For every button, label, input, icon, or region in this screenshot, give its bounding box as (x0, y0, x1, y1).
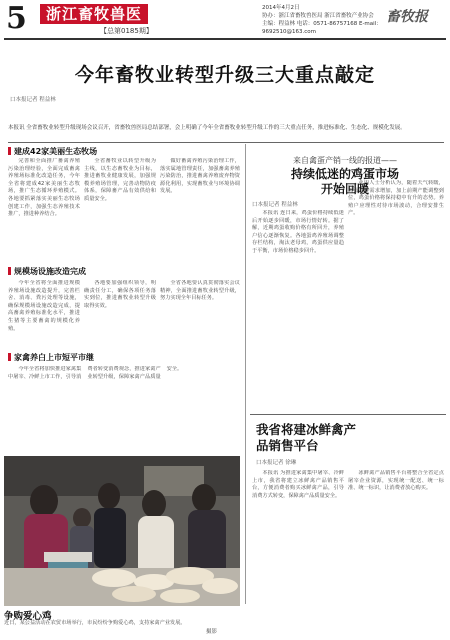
right-kicker: 来自禽蛋产销一线的报道—— (293, 156, 397, 165)
right-rule (250, 414, 446, 415)
main-headline: 今年畜牧业转型升级三大重点敲定 (74, 64, 375, 86)
article-column-5: 各地要加强组织领导，明确责任分工，确保各项任务落实到位，推进畜牧业转型升级取得实效。 (84, 280, 156, 309)
article-column-3: 做好畜禽养殖污染治理工作，落实属地管理责任，加强畜禽养殖污染防治，推进畜禽养殖废弃物资源化利用，实现畜牧业与环境协调发展。 (160, 158, 240, 195)
photo-caption-text: 近日，某公益活动在农贸市场举行，市民纷纷争购爱心鸡，支持家禽产业发展。 (4, 620, 186, 626)
masthead-rule (4, 38, 446, 40)
article-column-1: 完善和全面推广畜禽养殖污染治理经验，全面完成畜禽养殖场标准化改造任务，今年全省将建成42家美丽生态牧场，推广生态循环养殖模式。各地要抓紧落实美丽生态牧场创建工作，加强生态养殖技术推广，推进种养结合。 (8, 158, 80, 218)
masthead-info (262, 4, 382, 36)
right-top-byline: 口本报记者 程益林 (252, 202, 298, 208)
right-top-column-1: 本报讯 连日来，鸡蛋价格持续低迷后开始逐步回暖，市场行情好转。据了解，近期鸡蛋收购价格有所回升，养殖户信心逐渐恢复。各地蛋鸡养殖场调整存栏结构，淘汰老母鸡，鸡蛋供应量趋于平衡，市场价格稳步回升。 (252, 210, 344, 254)
right-top-column-2: 业内人士分析认为，随着天气转暖，鸡蛋消费需求增加，加上前期产能调整到位，鸡蛋价格将保持稳中有升的态势。养殖户应理性对待市场波动，合理安排生产。 (348, 180, 444, 217)
masthead (4, 2, 446, 38)
right-top-headline: 持续低迷的鸡蛋市场开始回暖 (290, 167, 399, 196)
right-bottom-byline: 口本报记者 徐琳 (256, 460, 297, 466)
date-line: 2014年4月2日 (262, 5, 300, 11)
subhead-3: 家禽养白上市短平市继 (8, 352, 94, 363)
article-column-2: 全省畜牧业以转型升级为主线，以生态畜牧业为目标，推进畜牧业健康发展，加强规模养殖场管理，完善动物防疫体系，保障畜产品有效供给和质量安全。 (84, 158, 156, 202)
main-byline: 口本报记者 程益林 (10, 97, 56, 103)
issue-number: 【总第0185期】 (100, 27, 153, 35)
lead-rule (8, 142, 444, 143)
host-line: 协办：浙江省畜牧兽医局 浙江省畜牧产业协会 (262, 13, 374, 19)
article-column-7: 今年全省将加快推进家禽集中屠宰、冷鲜上市工作，引导消费者转变消费观念，推进家禽产业转型升级，保障家禽产品质量安全。 (8, 366, 183, 380)
section-title: 浙江畜牧兽医 (40, 4, 148, 24)
photo-caption-title: 争购爱心鸡 (4, 611, 52, 622)
editor-line: 主编：程益林 电话：0571-86757168 E-mail：9692510@163.com (262, 21, 382, 35)
article-column-6: 全省各地要认真贯彻落实会议精神，全面推进畜牧业转型升级，努力实现全年目标任务。 (160, 280, 240, 302)
right-bottom-headline: 我省将建冰鲜禽产品销售平台 (256, 422, 357, 453)
subhead-1: 建成42家美丽生态牧场 (8, 146, 97, 157)
right-bottom-column-2: 冰鲜禽产品销售平台将整合全省定点屠宰企业资源，实现统一配送、统一标准、统一标识，让消费者放心购买。 (348, 470, 444, 492)
photo-credit: 摄影 (206, 629, 218, 635)
market-photo (4, 456, 240, 606)
subhead-2: 规模场设施改造完成 (8, 266, 86, 277)
market-photo-illustration (4, 456, 240, 606)
column-divider (245, 144, 246, 604)
page-number: 5 (6, 1, 27, 36)
article-column-4: 今年全省将全面推进规模养殖场设施改造提升，完善栏舍、消毒、粪污处理等设施，确保规模场设施改造完成，提高畜禽养殖标准化水平，推进生猪等主要畜禽的规模化养殖。 (8, 280, 80, 332)
right-bottom-column-1: 本报讯 为推进家禽集中屠宰、冷鲜上市，我省将建立冰鲜禽产品销售平台，方便消费者购买冰鲜禽产品，引导消费方式转变，保障禽产品质量安全。 (252, 470, 344, 499)
newspaper-logo: 畜牧报 (386, 9, 428, 25)
lead-paragraph: 本报讯 全省畜牧业转型升级现场会议召开，省畜牧兽医局总结部署，会上明确了今年全省畜牧业转型升级工作的三大重点任务，推进标准化、生态化、规模化发展。 (8, 125, 406, 131)
